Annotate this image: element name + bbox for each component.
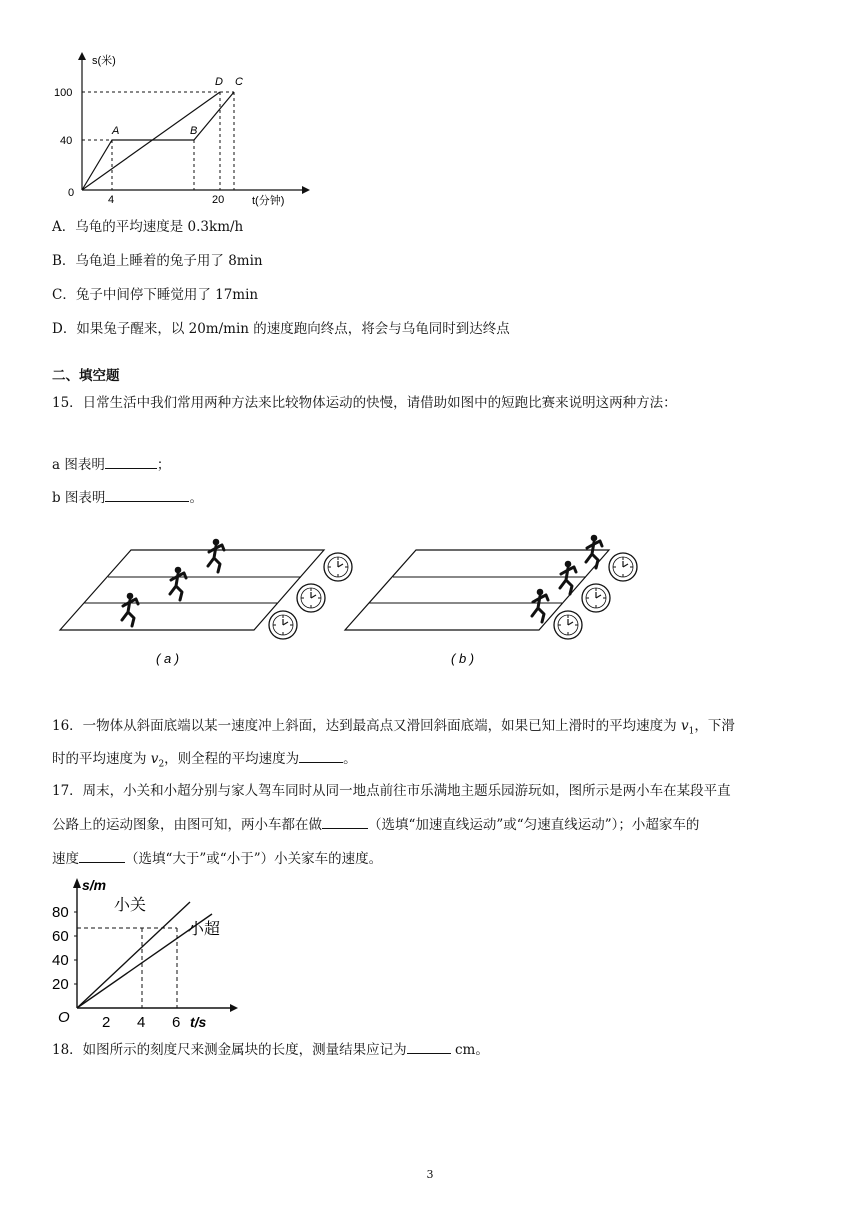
- q15-b-prefix: b 图表明: [52, 490, 106, 506]
- q17-blank-2[interactable]: [79, 850, 125, 863]
- g2-tick-80: 80: [52, 904, 69, 921]
- q17-line3-prefix: 速度: [52, 851, 79, 867]
- q14-option-c: C．兔子中间停下睡觉用了 17min: [52, 287, 259, 303]
- q16-line2-mid: ，则全程的平均速度为: [164, 751, 300, 767]
- q16-v2: v: [150, 751, 159, 767]
- q16-blank[interactable]: [299, 750, 343, 763]
- stopwatch-icon: [324, 553, 352, 581]
- stopwatch-icon: [269, 611, 297, 639]
- q16-v1: v: [680, 718, 689, 734]
- q16-line-2: [52, 750, 357, 774]
- runner-a3: [122, 593, 138, 626]
- g2-x-label: t/s: [190, 1014, 207, 1030]
- q16-v2-sub: 2: [158, 759, 165, 770]
- section-title: 二、填空题: [52, 368, 120, 384]
- q15-b-blank[interactable]: [105, 489, 189, 502]
- q16-line1-suffix: ，下滑: [694, 718, 735, 734]
- g1-tick-20: 20: [212, 194, 225, 206]
- q15-line-a: [52, 456, 170, 474]
- stopwatch-icon: [582, 584, 610, 612]
- g1-point-d: D: [215, 76, 223, 88]
- q17-line2-suffix: （选填“加速直线运动”或“匀速直线运动”）；小超家车的: [368, 817, 700, 833]
- q15-a-prefix: a 图表明: [52, 457, 105, 473]
- q18-prefix: 18．如图所示的刻度尺来测金属块的长度，测量结果应记为: [52, 1042, 407, 1058]
- q17-line2-prefix: 公路上的运动图象，由图可知，两小车都在做: [52, 817, 322, 833]
- runner-b1: [586, 535, 602, 568]
- q17-line3-suffix: （选填“大于”或“小于”）小关家车的速度。: [125, 851, 383, 867]
- g1-point-a: A: [112, 125, 120, 137]
- runner-a1: [208, 539, 224, 572]
- graph-two-cars: [52, 874, 242, 1034]
- g2-origin: O: [58, 1009, 70, 1026]
- race-figures: [56, 520, 656, 680]
- g2-tick-60: 60: [52, 928, 69, 945]
- g1-point-c: C: [235, 76, 243, 88]
- q17-line-3: [52, 850, 382, 868]
- g1-tick-100: 100: [54, 87, 73, 99]
- q18-blank[interactable]: [407, 1041, 451, 1054]
- q18-suffix: cm。: [450, 1042, 489, 1058]
- q17-blank-1[interactable]: [322, 816, 368, 829]
- q15-a-suffix: ；: [156, 457, 171, 473]
- graph-tortoise-hare: [52, 50, 312, 210]
- q18-question: [52, 1041, 489, 1059]
- g2-line-label-xiaoguan: 小关: [114, 897, 147, 914]
- caption-a: ( a ): [156, 651, 180, 666]
- q14-option-a: A．乌龟的平均速度是 0.3km/h: [52, 219, 244, 235]
- runner-a2: [170, 567, 186, 600]
- q17-line-1: 17．周末，小关和小超分别与家人驾车同时从同一地点前往市乐满地主题乐园游玩如，图所示是两小车在某段平直: [52, 783, 731, 799]
- g1-y-label: s(米): [92, 55, 116, 67]
- g2-line-label-xiaochao: 小超: [188, 921, 221, 938]
- g1-tick-40: 40: [60, 135, 73, 147]
- q16-line1-prefix: 16．一物体从斜面底端以某一速度冲上斜面，达到最高点又滑回斜面底端，如果已知上滑时的平均速度为: [52, 718, 681, 734]
- q16-v1-sub: 1: [688, 726, 695, 737]
- g2-tick-40: 40: [52, 952, 69, 969]
- g2-tick-4: 4: [137, 1014, 146, 1031]
- q15-a-blank[interactable]: [105, 456, 157, 469]
- runner-b3: [532, 589, 548, 622]
- stopwatch-icon: [609, 553, 637, 581]
- q17-line-2: [52, 816, 699, 834]
- caption-b: ( b ): [451, 651, 475, 666]
- g1-x-label: t(分钟): [252, 195, 285, 207]
- q15-b-suffix: 。: [189, 490, 203, 506]
- stopwatch-icon: [297, 584, 325, 612]
- stopwatch-icon: [554, 611, 582, 639]
- g2-tick-20: 20: [52, 976, 69, 993]
- q14-option-b: B．乌龟追上睡着的兔子用了 8min: [52, 253, 263, 269]
- g1-tick-4: 4: [108, 194, 115, 206]
- q16-line2-suffix: 。: [343, 751, 357, 767]
- q14-option-d: D．如果兔子醒来，以 20m/min 的速度跑向终点，将会与乌龟同时到达终点: [52, 321, 510, 337]
- q15-question: 15．日常生活中我们常用两种方法来比较物体运动的快慢，请借助如图中的短跑比赛来说明这两种方法：: [52, 395, 677, 411]
- g1-point-b: B: [190, 125, 198, 137]
- q16-line2-prefix: 时的平均速度为: [52, 751, 151, 767]
- g2-tick-6: 6: [172, 1014, 181, 1031]
- g1-origin: 0: [68, 187, 75, 199]
- g2-tick-2: 2: [102, 1014, 111, 1031]
- page-number: 3: [426, 1168, 434, 1181]
- g2-y-label: s/m: [82, 877, 107, 893]
- q16-line-1: [52, 717, 735, 741]
- q15-line-b: [52, 489, 203, 507]
